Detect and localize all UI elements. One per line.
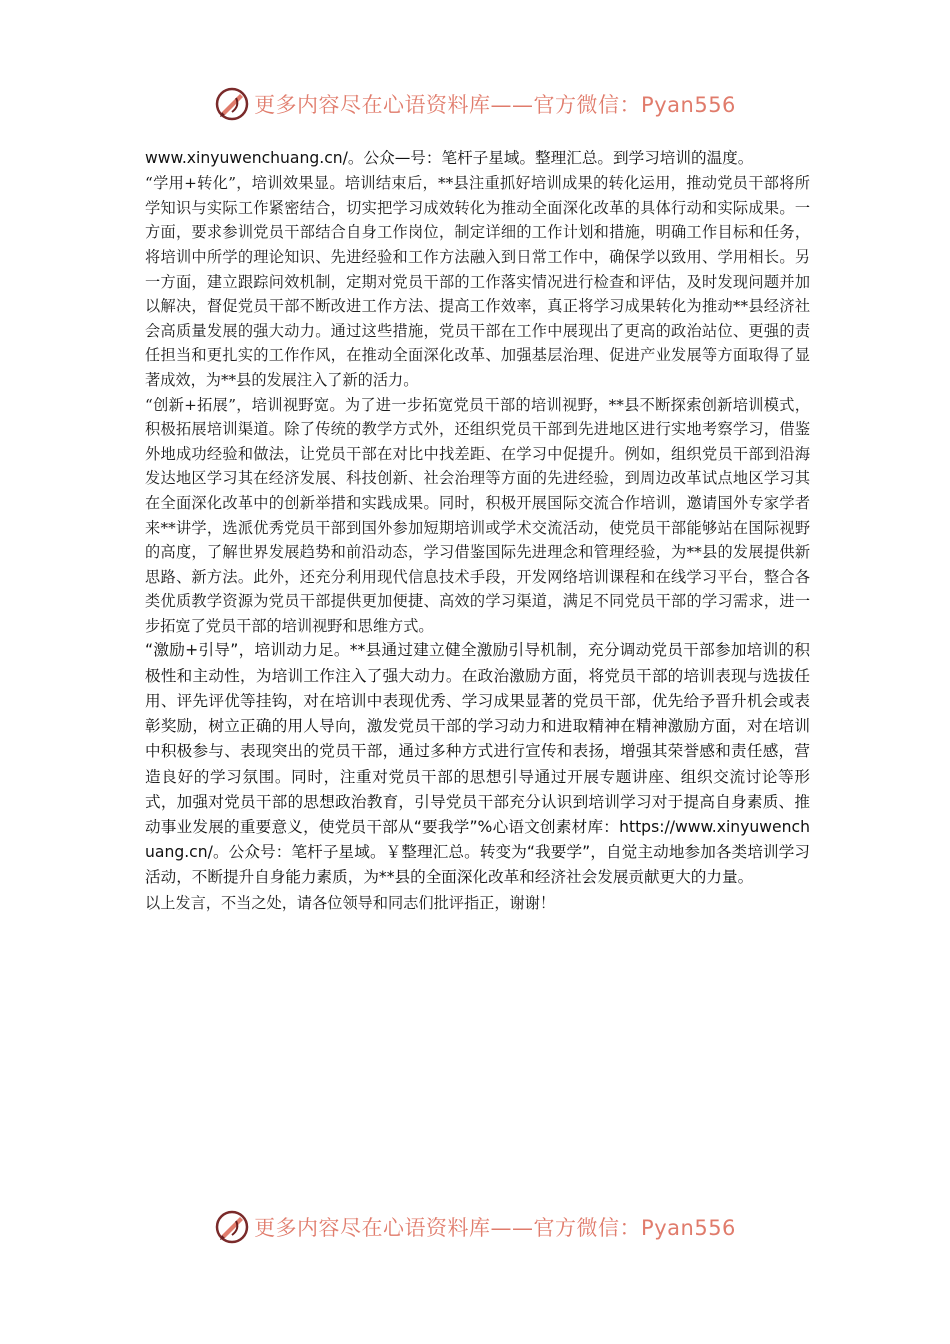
- pen-logo-icon: [214, 1209, 250, 1245]
- footer-banner-text: 更多内容尽在心语资料库——官方微信：Pyan556: [254, 1216, 736, 1240]
- paragraph-continuation: www.xinyuwenchuang.cn/。公众—号：笔杆子星域。整理汇总。到学习培训的温度。: [145, 149, 754, 167]
- document-body: [145, 146, 810, 915]
- header-banner: [0, 84, 950, 124]
- pen-logo-icon: [214, 86, 250, 122]
- paragraph-incentive-guidance: “激励+引导”，培训动力足。**县通过建立健全激励引导机制，充分调动党员干部参加培训的积极性和主动性，为培训工作注入了强大动力。在政治激励方面，将党员干部的培训表现与选拔任用、评先评优等挂钩，对在培训中表现优秀、学习成果显著的党员干部，优先给予晋升机会或表彰奖励，树立正确的用人导向，激发党员干部的学习动力和进取精神在精神激励方面，对在培训中积极参与、表现突出的党员干部，通过多种方式进行宣传和表扬，增强其荣誉感和责任感，营造良好的学习氛围。同时，注重对党员干部的思想引导通过开展专题讲座、组织交流讨论等形式，加强对党员干部的思想政治教育，引导党员干部充分认识到培训学习对于提高自身素质、推动事业发展的重要意义，使党员干部从“要我学”%心语文创素材库：https://www.xinyuwenchuang.cn/。公众号：笔杆子星域。￥整理汇总。转变为“我要学”，自觉主动地参加各类培训学习活动，不断提升自身能力素质，为**县的全面深化改革和经济社会发展贡献更大的力量。: [145, 641, 810, 887]
- paragraph-study-application: “学用+转化”，培训效果显。培训结束后，**县注重抓好培训成果的转化运用，推动党员干部将所学知识与实际工作紧密结合，切实把学习成效转化为推动全面深化改革的具体行动和实际成果。一方面，要求参训党员干部结合自身工作岗位，制定详细的工作计划和措施，明确工作目标和任务，将培训中所学的理论知识、先进经验和工作方法融入到日常工作中，确保学以致用、学用相长。另一方面，建立跟踪问效机制，定期对党员干部的工作落实情况进行检查和评估，及时发现问题并加以解决，督促党员干部不断改进工作方法、提高工作效率，真正将学习成果转化为推动**县经济社会高质量发展的强大动力。通过这些措施，党员干部在工作中展现出了更高的政治站位、更强的责任担当和更扎实的工作作风，在推动全面深化改革、加强基层治理、促进产业发展等方面取得了显著成效，为**县的发展注入了新的活力。: [145, 174, 810, 389]
- paragraph-closing: 以上发言，不当之处，请各位领导和同志们批评指正，谢谢！: [145, 893, 556, 912]
- paragraph-innovation-expansion: “创新+拓展”，培训视野宽。为了进一步拓宽党员干部的培训视野，**县不断探索创新培训模式，积极拓展培训渠道。除了传统的教学方式外，还组织党员干部到先进地区进行实地考察学习，借鉴外地成功经验和做法，让党员干部在对比中找差距、在学习中促提升。例如，组织党员干部到沿海发达地区学习其在经济发展、科技创新、社会治理等方面的先进经验，到周边改革试点地区学习其在全面深化改革中的创新举措和实践成果。同时，积极开展国际交流合作培训，邀请国外专家学者来**讲学，选派优秀党员干部到国外参加短期培训或学术交流活动，使党员干部能够站在国际视野的高度，了解世界发展趋势和前沿动态，学习借鉴国际先进理念和管理经验，为**县的发展提供新思路、新方法。此外，还充分利用现代信息技术手段，开发网络培训课程和在线学习平台，整合各类优质教学资源为党员干部提供更加便捷、高效的学习渠道，满足不同党员干部的学习需求，进一步拓宽了党员干部的培训视野和思维方式。: [145, 395, 810, 635]
- footer-banner: [0, 1207, 950, 1247]
- header-banner-text: 更多内容尽在心语资料库——官方微信：Pyan556: [254, 93, 736, 117]
